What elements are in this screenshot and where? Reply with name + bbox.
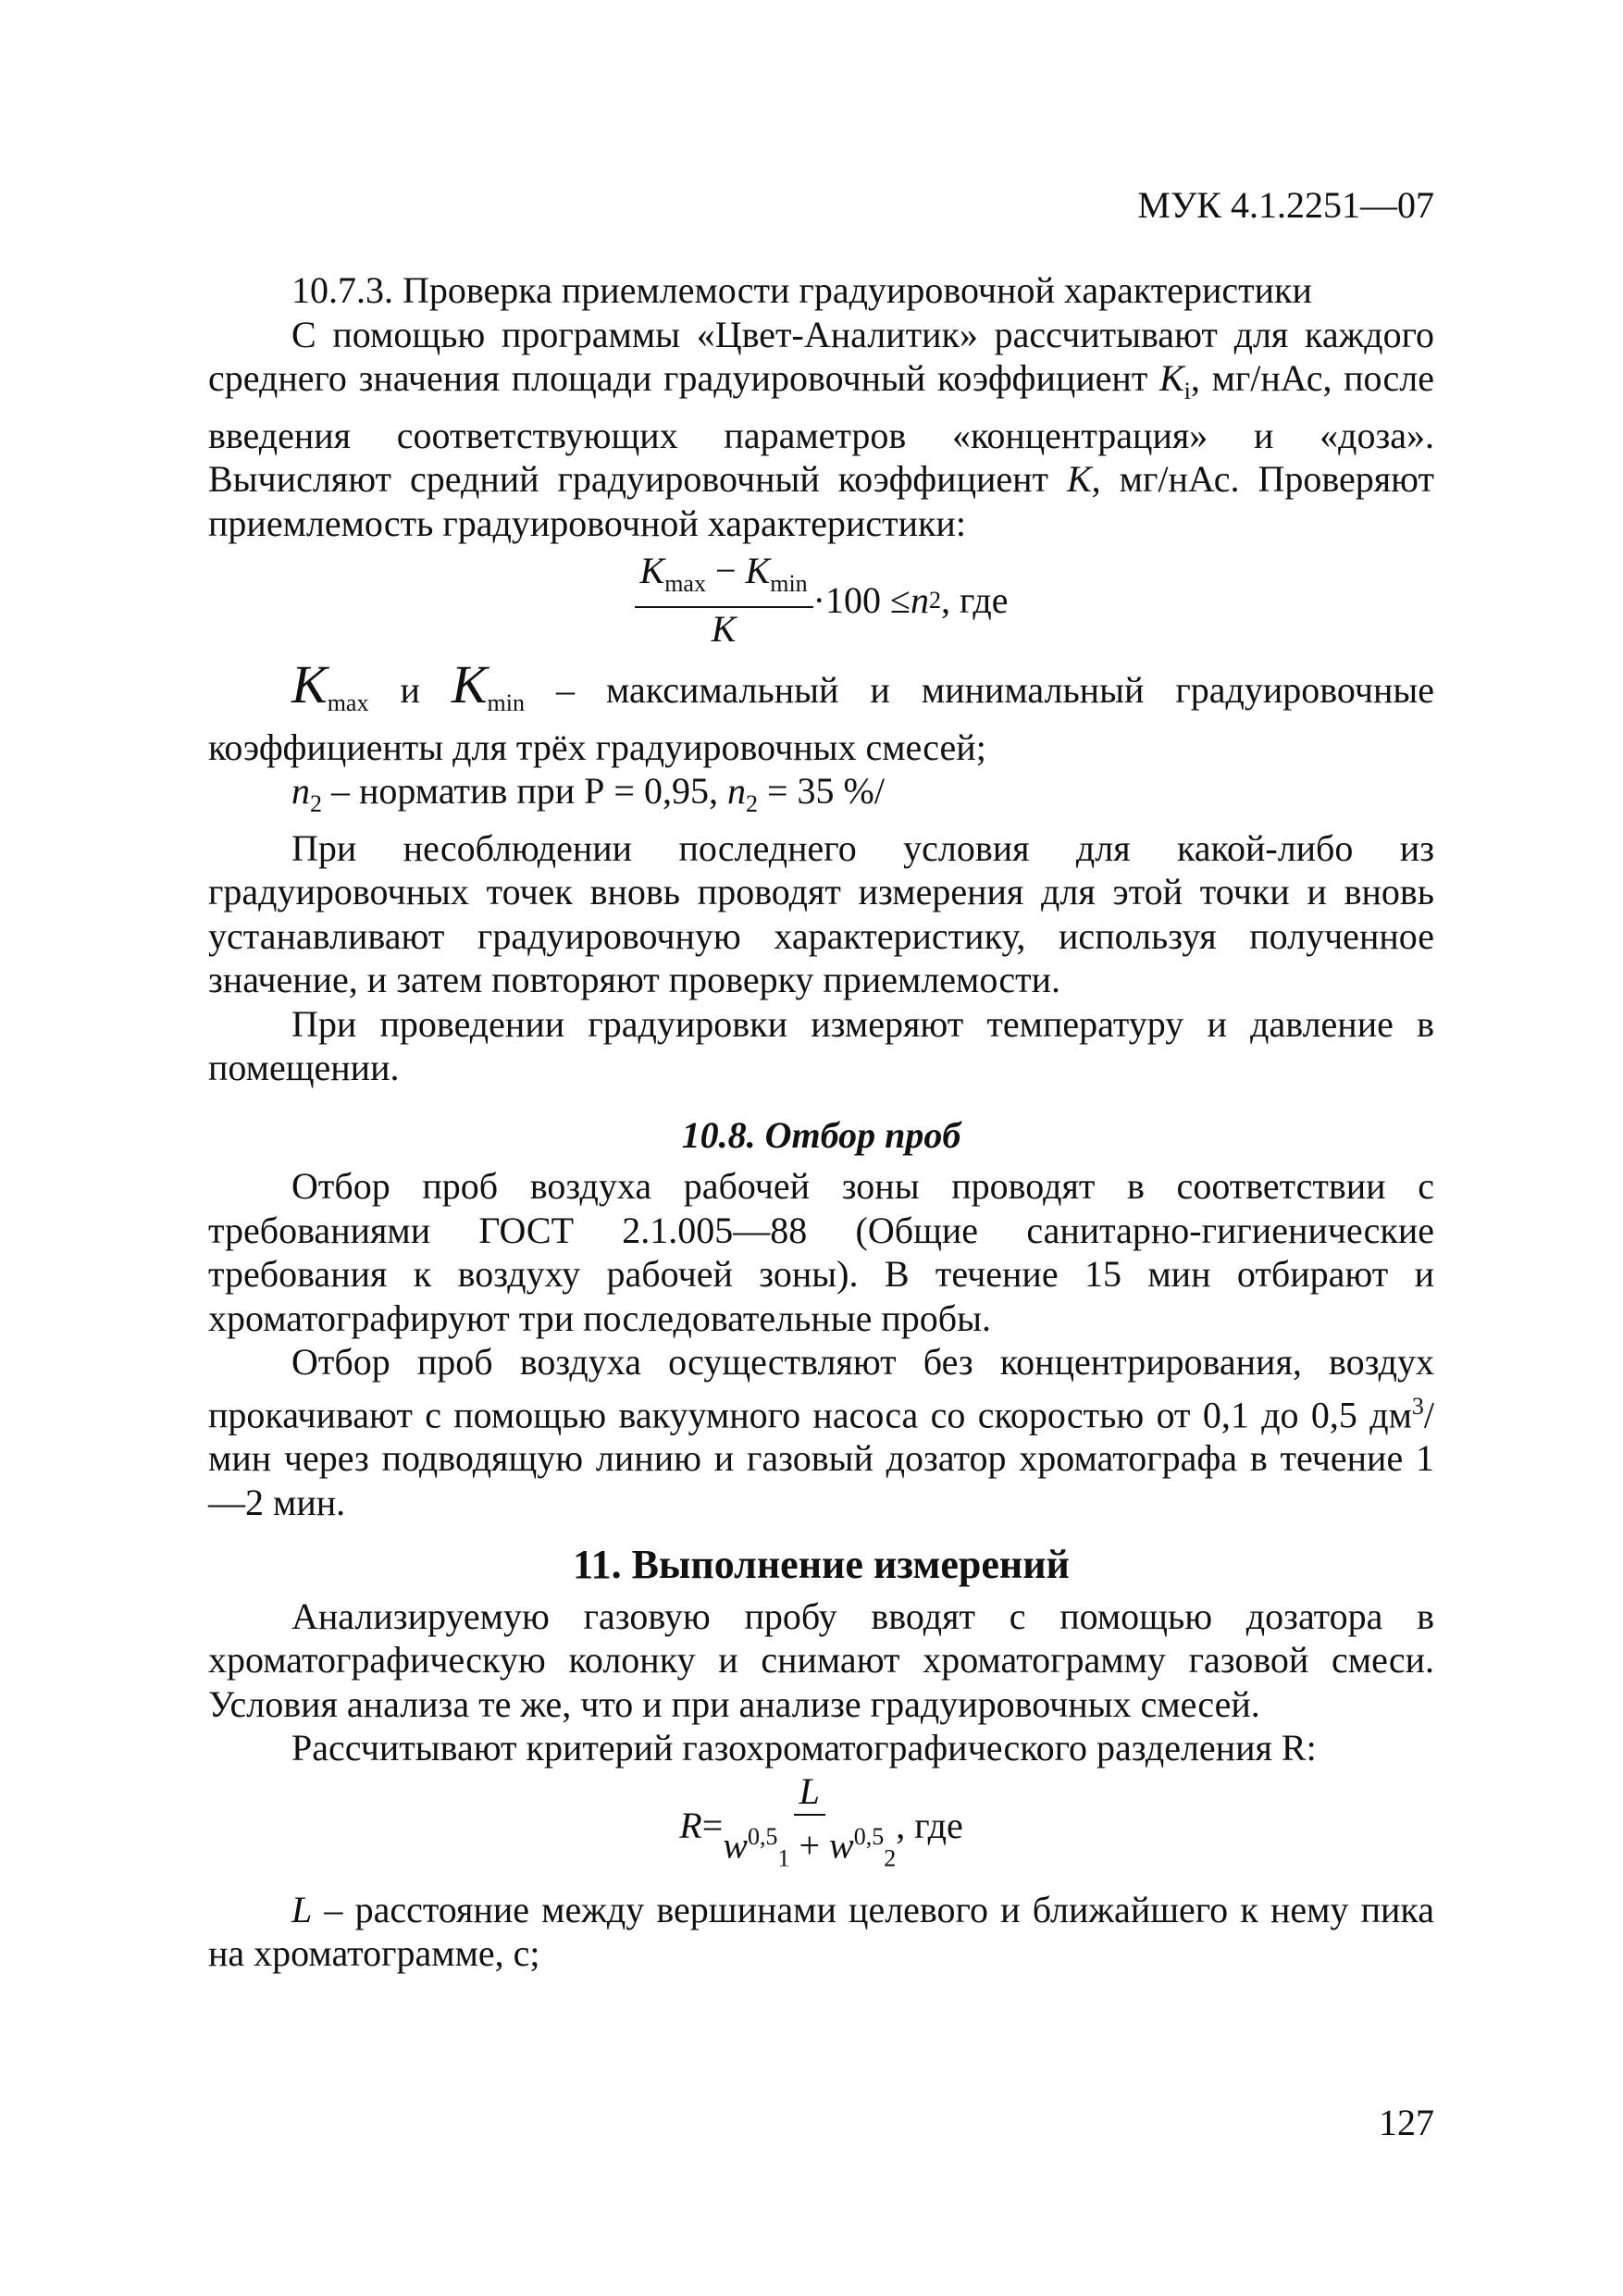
text-fragment: – максимальный и минимальный градуировочные коэффициенты для трёх градуировочных смесей; (208, 669, 1435, 768)
text-fragment: /мин через подводящую линию и газовый дозатор хроматографа в течение 1—2 мин. (208, 1393, 1434, 1523)
definition-n2 (208, 769, 1434, 826)
text-fragment: – норматив при Р = 0,95, (322, 770, 727, 812)
section-10-8-heading: 10.8. Отбор проб (681, 1113, 961, 1156)
symbol-K-large: K (291, 654, 328, 714)
definition-kmax-kmin (208, 654, 1435, 769)
page-content (208, 268, 1434, 1976)
section-11-heading: 11. Выполнение измерений (573, 1542, 1070, 1588)
subscript-2: 2 (928, 587, 941, 614)
formula-multiplier: ·100 ≤ (812, 579, 911, 622)
plus-sign: + (789, 1824, 830, 1867)
formula-tail: , где (940, 579, 1009, 622)
subscript-1: 1 (777, 1844, 790, 1872)
symbol-n: n (910, 579, 929, 622)
text-fragment: Отбор проб воздуха осуществляют без концентрирования, воздух прокачивают с помощью вакуумного насоса со скоростью от 0,1 до 0,5 дм (208, 1341, 1434, 1435)
page-number: 127 (1379, 2102, 1434, 2143)
subscript-min: min (487, 689, 525, 716)
symbol-Ki (1158, 357, 1191, 404)
paragraph-coefficient-calc (208, 313, 1434, 546)
section-10-7-3-title: 10.7.3. Проверка приемлемости градуировочной характеристики (291, 269, 1312, 311)
definition-L (208, 1888, 1434, 1976)
text-fragment: , мг/нАс, после введения соответствующих параметров «концентрация» и «доза». Вычисляют средний градуировочный коэффициент (208, 357, 1434, 500)
text-fragment: = 35 %/ (757, 770, 885, 812)
fraction (723, 1771, 896, 1880)
formula-acceptability (208, 550, 1434, 652)
symbol-K: K (745, 550, 771, 591)
subscript-2: 2 (884, 1844, 897, 1872)
symbol-K-mean: K (1066, 458, 1092, 500)
symbol-w: w (723, 1824, 748, 1867)
symbol-K-large: K (451, 654, 488, 714)
symbol-n: n (726, 770, 746, 812)
symbol-L: L (291, 1888, 313, 1930)
symbol-w: w (829, 1824, 854, 1867)
exponent: 0,5 (747, 1823, 778, 1851)
fraction-denominator: K (711, 608, 737, 650)
paragraph-temperature: При проведении градуировки измеряют температуру и давление в помещении. (208, 1002, 1434, 1088)
fraction (635, 551, 813, 651)
symbol-K: K (1158, 357, 1184, 399)
symbol-R: R (679, 1805, 702, 1847)
symbol-K: K (639, 550, 665, 591)
formula-resolution (208, 1770, 1434, 1877)
subscript-max: max (327, 689, 369, 716)
paragraph-measurement-1: Анализируемую газовую пробу вводят с помощью дозатора в хроматографическую колонку и снимают хроматограмму газовой смеси. Условия анализа те же, что и при анализе градуировочных смесей. (208, 1595, 1434, 1725)
fraction-numerator: L (794, 1771, 825, 1816)
paragraph-noncompliance: При несоблюдении последнего условия для какой-либо из градуировочных точек вновь проводят измерения для этой точки и вновь устанавливают градуировочную характеристику, используя полученное значение, и затем повторяют проверку приемлемости. (208, 826, 1434, 1000)
fraction-numerator (635, 551, 813, 608)
text-fragment: – расстояние между вершинами целевого и ближайшего к нему пика на хроматограмме, с; (208, 1888, 1434, 1975)
fraction-denominator (723, 1816, 896, 1880)
subscript-max: max (664, 570, 706, 597)
exponent: 0,5 (853, 1823, 885, 1851)
subscript-i: i (1183, 378, 1191, 404)
text-fragment: , мг/нАс. Проверяют приемлемость градуировочной характеристики: (208, 458, 1434, 544)
paragraph-sampling-2 (208, 1340, 1434, 1524)
equals-sign: = (701, 1805, 724, 1847)
text-fragment: и (368, 669, 452, 711)
minus-sign: − (705, 550, 746, 591)
paragraph-sampling-1: Отбор проб воздуха рабочей зоны проводят в соответствии с требованиями ГОСТ 2.1.005—88 (Общие санитарно-гигиенические требования к воздуху рабочей зоны). В течение 15 мин отбирают и хроматографируют три последовательные пробы. (208, 1165, 1434, 1339)
symbol-n: n (291, 770, 310, 812)
subscript-2: 2 (745, 790, 758, 817)
superscript-3: 3 (1411, 1392, 1424, 1420)
text-fragment: С помощью программы «Цвет-Аналитик» рассчитывают для каждого среднего значения площади градуировочный коэффициент (208, 313, 1434, 399)
subscript-2: 2 (310, 790, 322, 817)
document-code-header: МУК 4.1.2251—07 (1137, 184, 1434, 226)
subscript-min: min (770, 570, 808, 597)
paragraph-measurement-2: Рассчитывают критерий газохроматографического разделения R: (291, 1727, 1317, 1769)
formula-tail: , где (896, 1805, 963, 1847)
